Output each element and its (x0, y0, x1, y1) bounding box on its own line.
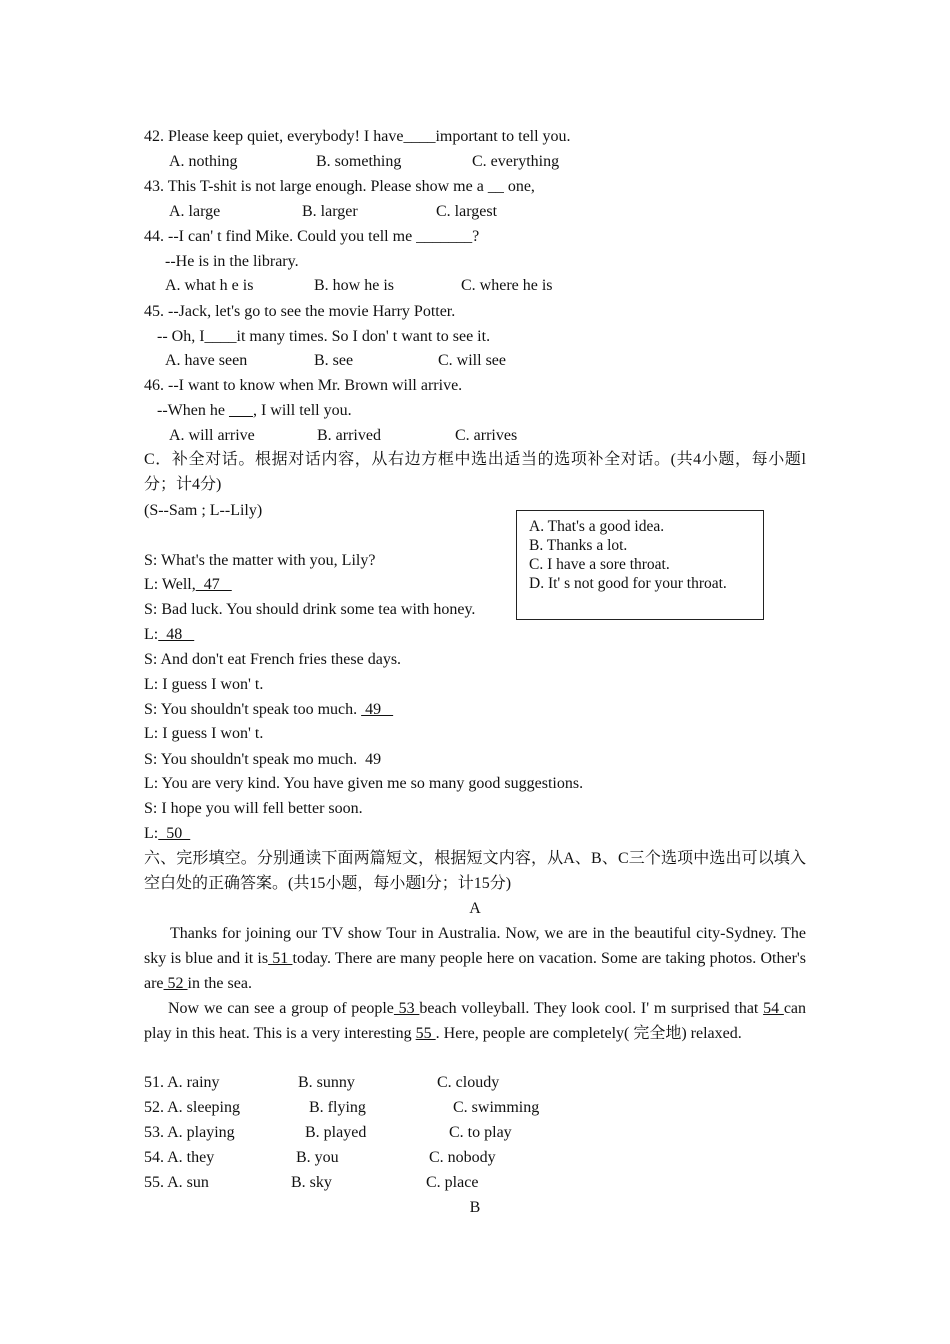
question-46-option-b: B. arrived (317, 427, 381, 444)
dialog-prefix: S: You shouldn't speak too much. (144, 701, 362, 718)
question-44-option-a: A. what h e is (165, 277, 254, 294)
options-box (516, 510, 764, 620)
box-option-a: A. That's a good idea. (529, 518, 665, 535)
dialog-prefix: L: (144, 626, 159, 643)
passage-a-paragraph-2 (144, 996, 806, 1046)
passage-text: in the sea. (187, 975, 252, 992)
option-55-a: 55. A. sun (144, 1174, 209, 1191)
option-51-c: C. cloudy (437, 1074, 500, 1091)
section-c-instruction: C．补全对话。根据对话内容，从右边方框中选出适当的选项补全对话。(共4小题，每小题l分；计4分) (144, 451, 806, 493)
question-42-option-b: B. something (316, 153, 402, 170)
passage-text: Thanks for joining our TV show Tour in Australia. Now, we are in the beautiful city-Sydney. The sky is blue and it is (144, 925, 806, 967)
option-51-a: 51. A. rainy (144, 1074, 220, 1091)
option-53-a: 53. A. playing (144, 1124, 235, 1141)
option-55-b: B. sky (291, 1174, 332, 1191)
question-44-stem: 44. --I can' t find Mike. Could you tell me _______? (144, 228, 480, 245)
question-46-stem: 46. --I want to know when Mr. Brown will arrive. (144, 377, 463, 394)
question-42-option-a: A. nothing (169, 153, 238, 170)
passage-text: . Here, people are completely( 完全地) relaxed. (435, 1025, 742, 1042)
blank-51: 51 (268, 950, 293, 967)
question-46-reply-before: --When he (157, 402, 229, 419)
passage-b-title: B (469, 1199, 481, 1216)
dialog-line: S: What's the matter with you, Lily? (144, 552, 376, 569)
question-43-option-c: C. largest (436, 203, 498, 220)
question-42-option-c: C. everything (472, 153, 560, 170)
dialog-line: S: You shouldn't speak mo much. 49 (144, 751, 382, 768)
question-46-option-a: A. will arrive (169, 427, 255, 444)
dialog-prefix: L: (144, 825, 159, 842)
question-43-stem: 43. This T-shit is not large enough. Please show me a __ one, (144, 178, 535, 195)
dialog-line (144, 625, 194, 645)
question-46-reply (157, 401, 352, 421)
question-43-option-a: A. large (169, 203, 221, 220)
question-45-reply: -- Oh, I____it many times. So I don' t want to see it. (157, 328, 491, 345)
question-46-blank (229, 402, 253, 419)
blank-53: 53 (393, 1000, 420, 1017)
dialog-blank-47: 47 (195, 576, 232, 593)
question-43-option-b: B. larger (302, 203, 358, 220)
blank-54: 54 (763, 1000, 784, 1017)
question-46-reply-after: , I will tell you. (252, 402, 352, 419)
passage-a-title: A (469, 900, 481, 917)
dialog-prefix: L: Well, (144, 576, 196, 593)
option-53-c: C. to play (449, 1124, 512, 1141)
dialog-blank-49: 49 (361, 701, 394, 718)
passage-text: beach volleyball. They look cool. I' m surprised that (419, 1000, 764, 1017)
passage-text: can play in this heat. This is a very interesting (144, 1000, 807, 1042)
passage-a-paragraph-1 (144, 921, 806, 996)
dialog-line (144, 575, 232, 595)
question-46-option-c: C. arrives (455, 427, 518, 444)
question-44-reply: --He is in the library. (165, 253, 299, 270)
question-44-option-b: B. how he is (314, 277, 394, 294)
question-42-stem: 42. Please keep quiet, everybody! I have____important to tell you. (144, 128, 571, 145)
dialog-line (144, 700, 393, 720)
option-52-a: 52. A. sleeping (144, 1099, 240, 1116)
dialog-line: L: I guess I won' t. (144, 676, 264, 693)
dialog-line: L: You are very kind. You have given me so many good suggestions. (144, 775, 584, 792)
dialog-blank-50: 50 (158, 825, 191, 842)
question-45-stem: 45. --Jack, let's go to see the movie Harry Potter. (144, 303, 456, 320)
dialog-blank-48: 48 (158, 626, 195, 643)
dialog-line: L: I guess I won' t. (144, 725, 264, 742)
box-option-b: B. Thanks a lot. (529, 537, 628, 554)
question-45-option-c: C. will see (438, 352, 506, 369)
box-option-c: C. I have a sore throat. (529, 556, 670, 573)
option-54-a: 54. A. they (144, 1149, 215, 1166)
passage-text: Now we can see a group of people (168, 1000, 394, 1017)
option-55-c: C. place (426, 1174, 479, 1191)
option-52-b: B. flying (309, 1099, 366, 1116)
question-45-option-b: B. see (314, 352, 354, 369)
blank-55: 55 (415, 1025, 436, 1042)
dialog-line: S: And don't eat French fries these days. (144, 651, 402, 668)
option-54-b: B. you (296, 1149, 339, 1166)
dialog-line (144, 824, 190, 844)
option-53-b: B. played (305, 1124, 367, 1141)
section-six-instruction: 六、完形填空。分别通读下面两篇短文，根据短文内容，从A、B、C三个选项中选出可以填入空白处的正确答案。(共15小题，每小题l分；计15分) (144, 850, 806, 892)
dialog-line: S: I hope you will fell better soon. (144, 800, 363, 817)
section-c-roles: (S--Sam ; L--Lily) (144, 502, 263, 519)
question-44-option-c: C. where he is (461, 277, 553, 294)
option-54-c: C. nobody (429, 1149, 496, 1166)
passage-text: today. There are many people here on vacation. Some are taking photos. Other's are (144, 950, 807, 992)
option-51-b: B. sunny (298, 1074, 355, 1091)
option-52-c: C. swimming (453, 1099, 540, 1116)
blank-52: 52 (163, 975, 188, 992)
question-45-option-a: A. have seen (165, 352, 248, 369)
dialog-line: S: Bad luck. You should drink some tea with honey. (144, 601, 476, 618)
box-option-d: D. It' s not good for your throat. (529, 575, 727, 592)
